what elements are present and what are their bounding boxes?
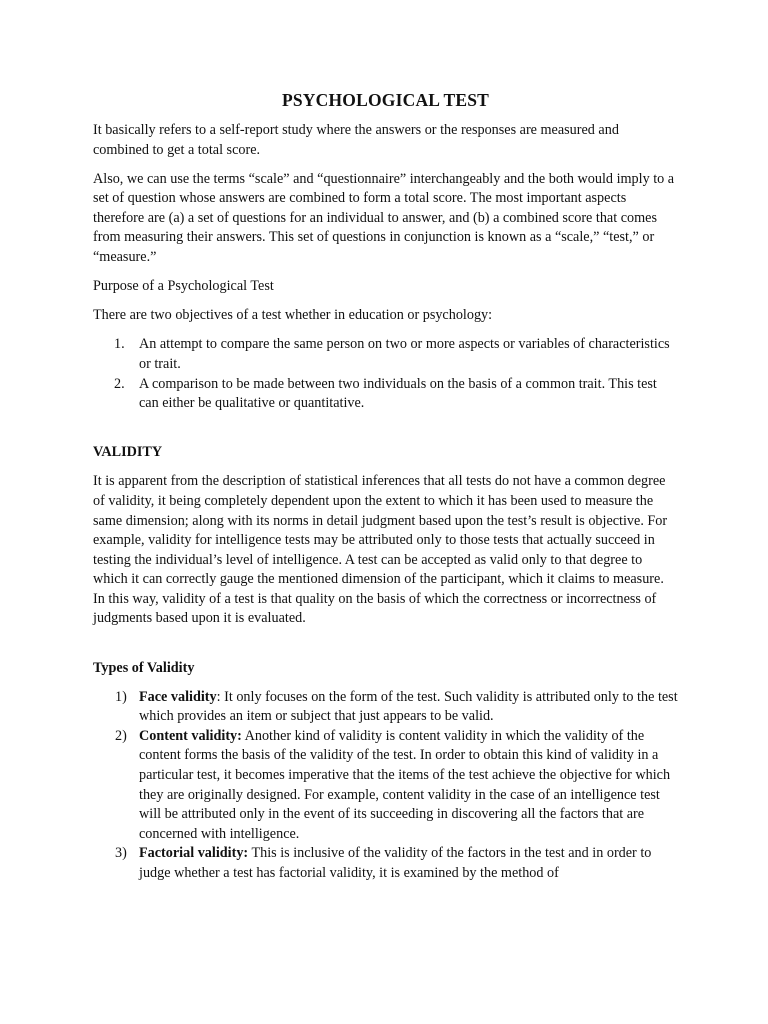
- list-item-text: Another kind of validity is content validity in which the validity of the content forms the basis of the validity of the test. In order to obtain this kind of validity in a particular test, it becomes imperative that the items of the test achieve the objective for which they are originally designed. For example, content validity in the case of an intelligence test will be attributed only in the event of its succeeding in discovering all the factors that are concerned with intelligence.: [139, 727, 671, 842]
- list-item-text: : It only focuses on the form of the test. Such validity is attributed only to the test which provides an item or subject that just appears to be valid.: [139, 688, 678, 725]
- document-page: [93, 89, 678, 893]
- purpose-heading: Purpose of a Psychological Test: [93, 278, 274, 295]
- types-heading: Types of Validity: [93, 659, 195, 676]
- section-spacer: [93, 639, 678, 659]
- list-item-number: 2): [115, 727, 127, 744]
- purpose-list: [93, 335, 678, 413]
- list-item: [93, 844, 678, 883]
- list-item-term: Content validity:: [139, 727, 242, 744]
- list-item-text: This is inclusive of the validity of the factors in the test and in order to judge whether a test has factorial validity, it is examined by the method of: [139, 845, 652, 881]
- intro-paragraph-1: It basically refers to a self-report study where the answers or the responses are measured and combined to get a total score.: [93, 122, 619, 158]
- list-item-term: Factorial validity:: [139, 845, 249, 862]
- list-item: [93, 688, 678, 727]
- document-title: PSYCHOLOGICAL TEST: [281, 90, 490, 110]
- list-item-term: Face validity: [139, 688, 217, 705]
- list-item: [93, 375, 678, 414]
- list-item-number: 1.: [114, 336, 125, 353]
- list-item-text: A comparison to be made between two individuals on the basis of a common trait. This test can either be qualitative or quantitative.: [139, 375, 657, 412]
- purpose-lead: There are two objectives of a test whether in education or psychology:: [93, 307, 493, 324]
- list-item-number: 1): [115, 688, 127, 705]
- validity-heading: VALIDITY: [93, 444, 163, 461]
- validity-paragraph: It is apparent from the description of statistical inferences that all tests do not have a common degree of validity, it being completely dependent upon the extent to which it has been used to measure the same dimension; along with its norms in detail judgment based upon the test’s result is objective. For example, validity for intelligence tests may be attributed only to those tests that actually succeed in testing the individual’s level of intelligence. A test can be accepted as valid only to that degree to which it can correctly gauge the mentioned dimension of the participant, which it claims to measure. In this way, validity of a test is that quality on the basis of which the correctness or incorrectness of judgments based upon it is evaluated.: [93, 473, 668, 627]
- list-item-number: 2.: [114, 375, 125, 392]
- list-item: [93, 335, 678, 374]
- intro-paragraph-2: Also, we can use the terms “scale” and “questionnaire” interchangeably and the both would imply to a set of question whose answers are combined to form a total score. The most important aspects therefore are (a) a set of questions for an individual to answer, and (b) a combined score that comes from measuring their answers. This set of questions in conjunction is known as a “scale,” “test,” or “measure.”: [93, 170, 675, 266]
- list-item: [93, 727, 678, 845]
- section-spacer: [93, 423, 678, 443]
- types-list: [93, 688, 678, 884]
- list-item-number: 3): [115, 845, 127, 862]
- list-item-text: An attempt to compare the same person on two or more aspects or variables of characteristics or trait.: [139, 336, 670, 372]
